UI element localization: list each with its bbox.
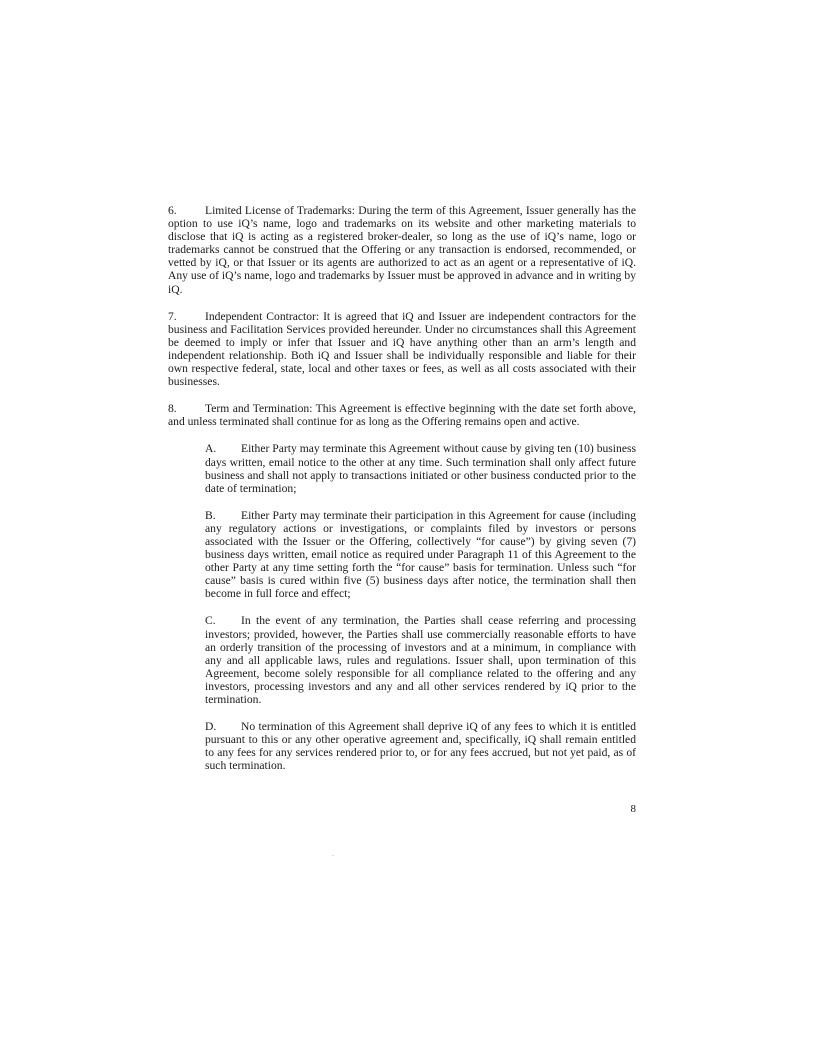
subsection-text: Either Party may terminate their participation in this Agreement for cause (including any regulatory actions or investigations, or complaints filed by investors or persons associated with the Issuer or the Offering, collectively “for cause”) by giving seven (7) business days written, email notice as required under Paragraph 11 of this Agreement to the other Party at any time setting forth the “for cause” basis for termination. Unless such “for cause” basis is cured within five (5) business days after notice, the termination shall then become in full force and effect; — [205, 508, 636, 601]
subsection-d — [205, 720, 636, 772]
subsection-letter: A. — [205, 442, 217, 456]
subsection-b — [205, 509, 636, 601]
subsection-text: In the event of any termination, the Parties shall cease referring and processing investors; provided, however, the Parties shall use commercially reasonable efforts to have an orderly transition of the processing of investors and at a minimum, in compliance with any and all applicable laws, rules and regulations. Issuer shall, upon termination of this Agreement, become solely responsible for all compliance related to the offering and any investors, processing investors and any and all other services rendered by iQ prior to the termination. — [205, 614, 636, 706]
section-text: Term and Termination: This Agreement is effective beginning with the date set forth above, and unless terminated shall continue for as long as the Offering remains open and active. — [168, 402, 636, 429]
section-8 — [168, 402, 636, 428]
section-6 — [168, 204, 636, 296]
section-number: 7. — [168, 309, 177, 323]
subsection-letter: D. — [205, 720, 217, 734]
subsection-text: No termination of this Agreement shall deprive iQ of any fees to which it is entitled pursuant to this or any other operative agreement and, specifically, iQ shall remain entitled to any fees for any services rendered prior to, or for any fees accrued, but not yet paid, as of such termination. — [205, 720, 636, 773]
section-text: Independent Contractor: It is agreed that iQ and Issuer are independent contractors for the business and Facilitation Services provided hereunder. Under no circumstances shall this Agreement be deemed to imply or infer that Issuer and iQ have anything other than an arm’s length and independent relationship. Both iQ and Issuer shall be individually responsible and liable for their own respective federal, state, local and other taxes or fees, as well as all costs associated with their businesses. — [168, 309, 636, 389]
page-number: 8 — [630, 803, 636, 815]
scan-speck — [332, 855, 334, 856]
document-body — [168, 204, 636, 772]
subsection-letter: B. — [205, 508, 216, 522]
subsection-c — [205, 614, 636, 706]
subsection-text: Either Party may terminate this Agreement without cause by giving ten (10) business days written, email notice to the other at any time. Such termination shall only affect future business and shall not apply to transactions initiated or other business conducted prior to the date of termination; — [205, 442, 636, 495]
section-number: 8. — [168, 402, 177, 416]
subsection-a — [205, 442, 636, 494]
section-text: Limited License of Trademarks: During the term of this Agreement, Issuer generally has the option to use iQ’s name, logo and trademarks on its website and other marketing materials to disclose that iQ is acting as a registered broker-dealer, so long as the use of iQ’s name, logo or trademarks cannot be construed that the Offering or any transaction is endorsed, recommended, or vetted by iQ, or that Issuer or its agents are authorized to act as an agent or a representative of iQ. Any use of iQ’s name, logo and trademarks by Issuer must be approved in advance and in writing by iQ. — [168, 204, 636, 296]
section-7 — [168, 310, 636, 389]
subsection-letter: C. — [205, 614, 216, 628]
section-number: 6. — [168, 204, 177, 217]
